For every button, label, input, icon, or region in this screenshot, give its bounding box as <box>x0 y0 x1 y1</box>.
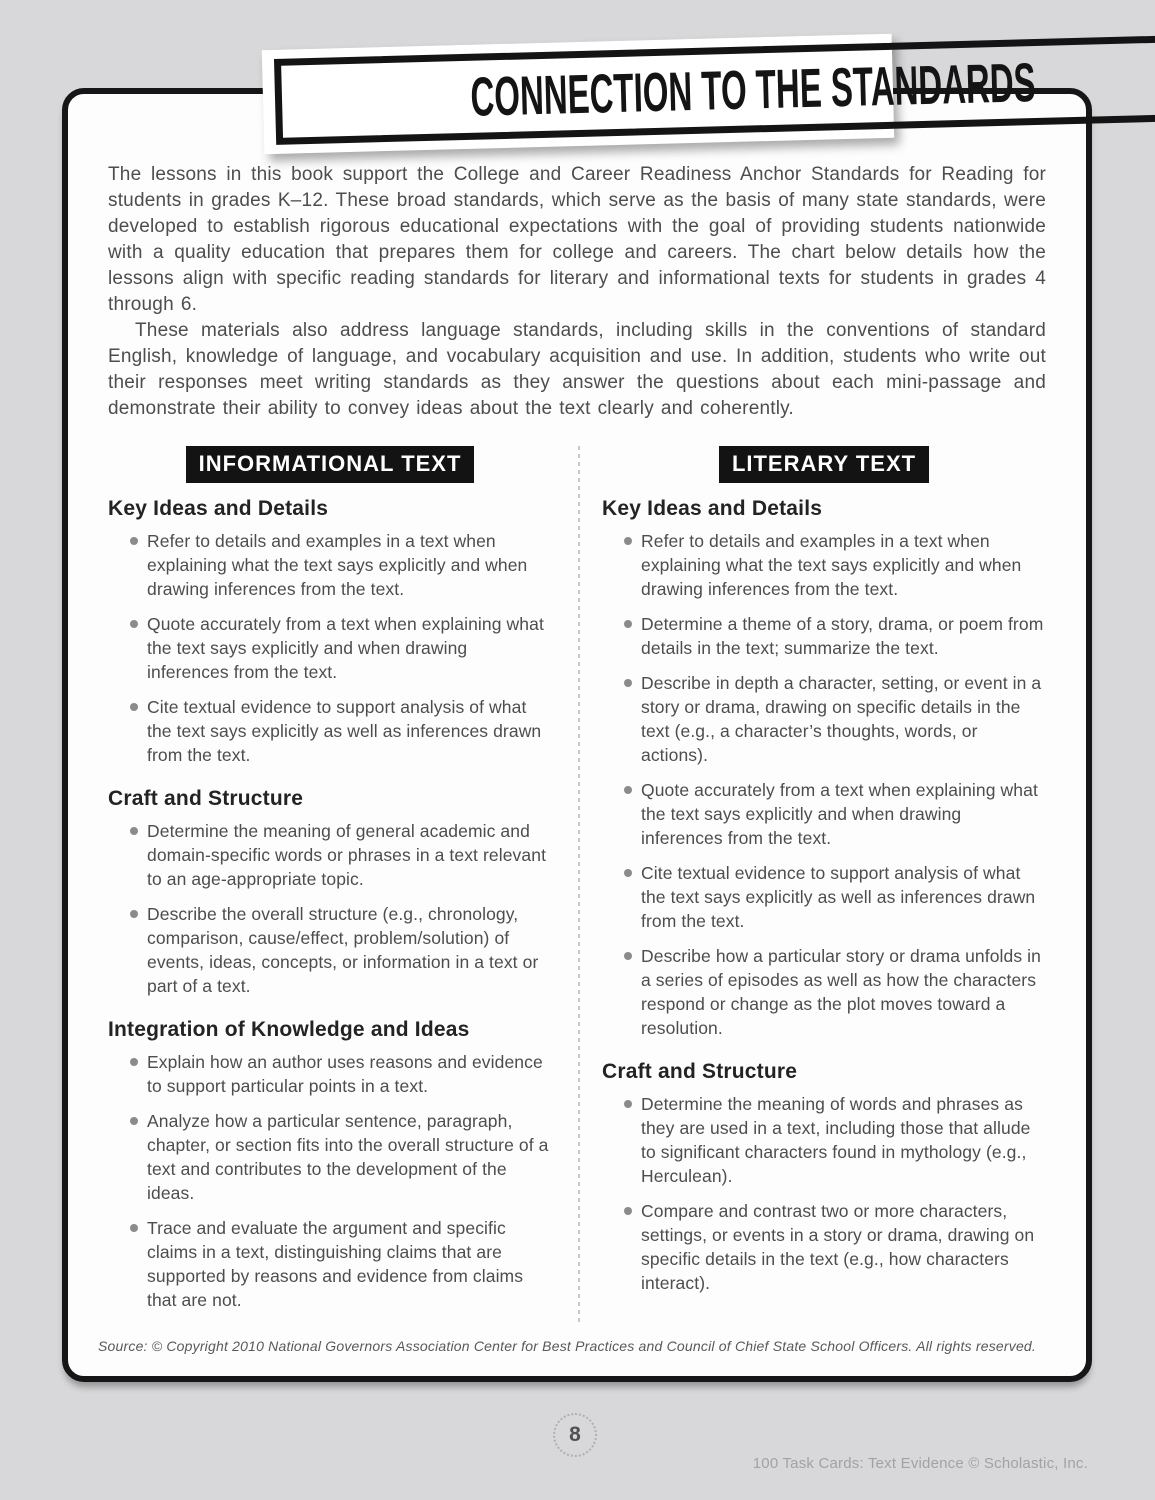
bullet-dot-icon <box>130 703 138 711</box>
bullet-item <box>602 671 1046 767</box>
bullet-text: Trace and evaluate the argument and specific claims in a text, distinguishing claims that are supported by reasons and evidence from claims that are not. <box>147 1218 524 1310</box>
bullet-text: Cite textual evidence to support analysis of what the text says explicitly as well as inferences drawn from the text. <box>147 697 542 765</box>
bullet-dot-icon <box>624 1207 632 1215</box>
bullet-text: Refer to details and examples in a text when explaining what the text says explicitly and when drawing inferences from the text. <box>641 531 1022 599</box>
bullet-item <box>602 944 1046 1040</box>
bullet-text: Refer to details and examples in a text when explaining what the text says explicitly and when drawing inferences from the text. <box>147 531 528 599</box>
standards-section <box>108 497 552 767</box>
bullet-text: Cite textual evidence to support analysis of what the text says explicitly as well as inferences drawn from the text. <box>641 863 1036 931</box>
page-title: CONNECTION TO THE STANDARDS <box>469 50 1037 128</box>
bullet-list <box>108 529 552 767</box>
intro-paragraph: The lessons in this book support the College and Career Readiness Anchor Standards for Reading for students in grades K–12. These broad standards, which serve as the basis of many state standards, were developed to establish rigorous educational expectations with the goal of providing students nationwide with a quality education that prepares them for college and careers. The chart below details how the lessons align with specific reading standards for literary and informational texts for students in grades 4 through 6. <box>108 164 1046 315</box>
bullet-text: Quote accurately from a text when explaining what the text says explicitly and when drawing inferences from the text. <box>147 614 544 682</box>
bullet-item <box>602 778 1046 850</box>
intro-block <box>108 162 1046 422</box>
bullet-item <box>602 1199 1046 1295</box>
section-heading: Key Ideas and Details <box>602 497 823 520</box>
section-heading: Craft and Structure <box>108 787 304 810</box>
bullet-item <box>108 1050 552 1098</box>
bullet-item <box>108 902 552 998</box>
standards-section <box>108 787 552 998</box>
standards-section <box>602 1060 1046 1295</box>
bullet-list <box>602 529 1046 1040</box>
bullet-item <box>108 612 552 684</box>
page-title-banner <box>262 34 1037 154</box>
bullet-text: Determine the meaning of words and phrases as they are used in a text, including those that allude to significant characters found in mythology (e.g., Herculean). <box>641 1094 1031 1186</box>
page-number: 8 <box>569 1423 581 1446</box>
standards-columns <box>108 446 1046 1323</box>
bullet-text: Compare and contrast two or more characters, settings, or events in a story or drama, drawing on specific details in the text (e.g., how characters interact). <box>641 1201 1035 1293</box>
bullet-list <box>602 1092 1046 1295</box>
standards-section <box>108 1018 552 1312</box>
bullet-text: Describe how a particular story or drama unfolds in a series of episodes as well as how the characters respond or change as the plot moves toward a resolution. <box>641 946 1041 1038</box>
bullet-item <box>602 612 1046 660</box>
bullet-text: Quote accurately from a text when explaining what the text says explicitly and when drawing inferences from the text. <box>641 780 1038 848</box>
bullet-dot-icon <box>624 620 632 628</box>
column-literary-text <box>580 446 1046 1323</box>
bullet-dot-icon <box>130 827 138 835</box>
bullet-item <box>602 529 1046 601</box>
column-header-badge: INFORMATIONAL TEXT <box>186 446 475 483</box>
page-number-badge <box>553 1413 597 1457</box>
bullet-item <box>108 1109 552 1205</box>
bullet-text: Explain how an author uses reasons and evidence to support particular points in a text. <box>147 1052 543 1096</box>
bullet-item <box>108 695 552 767</box>
card-content <box>68 94 1086 1376</box>
bullet-text: Determine a theme of a story, drama, or poem from details in the text; summarize the text. <box>641 614 1044 658</box>
section-heading: Integration of Knowledge and Ideas <box>108 1018 470 1041</box>
bullet-text: Analyze how a particular sentence, paragraph, chapter, or section fits into the overall structure of a text and contributes to the development of the ideas. <box>147 1111 549 1203</box>
bullet-dot-icon <box>624 869 632 877</box>
bullet-dot-icon <box>130 910 138 918</box>
bullet-dot-icon <box>130 620 138 628</box>
bullet-item <box>602 861 1046 933</box>
bullet-text: Describe in depth a character, setting, or event in a story or drama, drawing on specific details in the text (e.g., a character’s thoughts, words, or actions). <box>641 673 1042 765</box>
bullet-text: Describe the overall structure (e.g., chronology, comparison, cause/effect, problem/solution) of events, ideas, concepts, or information in a text or part of a text. <box>147 904 539 996</box>
bullet-item <box>108 1216 552 1312</box>
bullet-item <box>108 819 552 891</box>
bullet-item <box>602 1092 1046 1188</box>
bullet-dot-icon <box>130 1224 138 1232</box>
footer-credit: 100 Task Cards: Text Evidence © Scholastic, Inc. <box>752 1455 1088 1472</box>
source-note: Source: © Copyright 2010 National Governors Association Center for Best Practices and Council of Chief State School Officers. All rights reserved. <box>98 1338 1037 1354</box>
intro-paragraph: These materials also address language standards, including skills in the conventions of standard English, knowledge of language, and vocabulary acquisition and use. In addition, students who write out their responses meet writing standards as they answer the questions about each mini-passage and demonstrate their ability to convey ideas about the text clearly and coherently. <box>108 320 1046 419</box>
column-header-badge: LITERARY TEXT <box>719 446 929 483</box>
bullet-dot-icon <box>624 786 632 794</box>
bullet-text: Determine the meaning of general academic and domain-specific words or phrases in a text relevant to an age-appropriate topic. <box>147 821 547 889</box>
bullet-list <box>108 819 552 998</box>
standards-card <box>62 88 1092 1382</box>
bullet-dot-icon <box>130 537 138 545</box>
standards-section <box>602 497 1046 1040</box>
bullet-dot-icon <box>624 1100 632 1108</box>
bullet-dot-icon <box>130 1058 138 1066</box>
bullet-dot-icon <box>624 679 632 687</box>
section-heading: Key Ideas and Details <box>108 497 329 520</box>
column-informational-text <box>108 446 578 1323</box>
bullet-dot-icon <box>624 952 632 960</box>
bullet-dot-icon <box>624 537 632 545</box>
bullet-dot-icon <box>130 1117 138 1125</box>
bullet-item <box>108 529 552 601</box>
section-heading: Craft and Structure <box>602 1060 798 1083</box>
bullet-list <box>108 1050 552 1312</box>
